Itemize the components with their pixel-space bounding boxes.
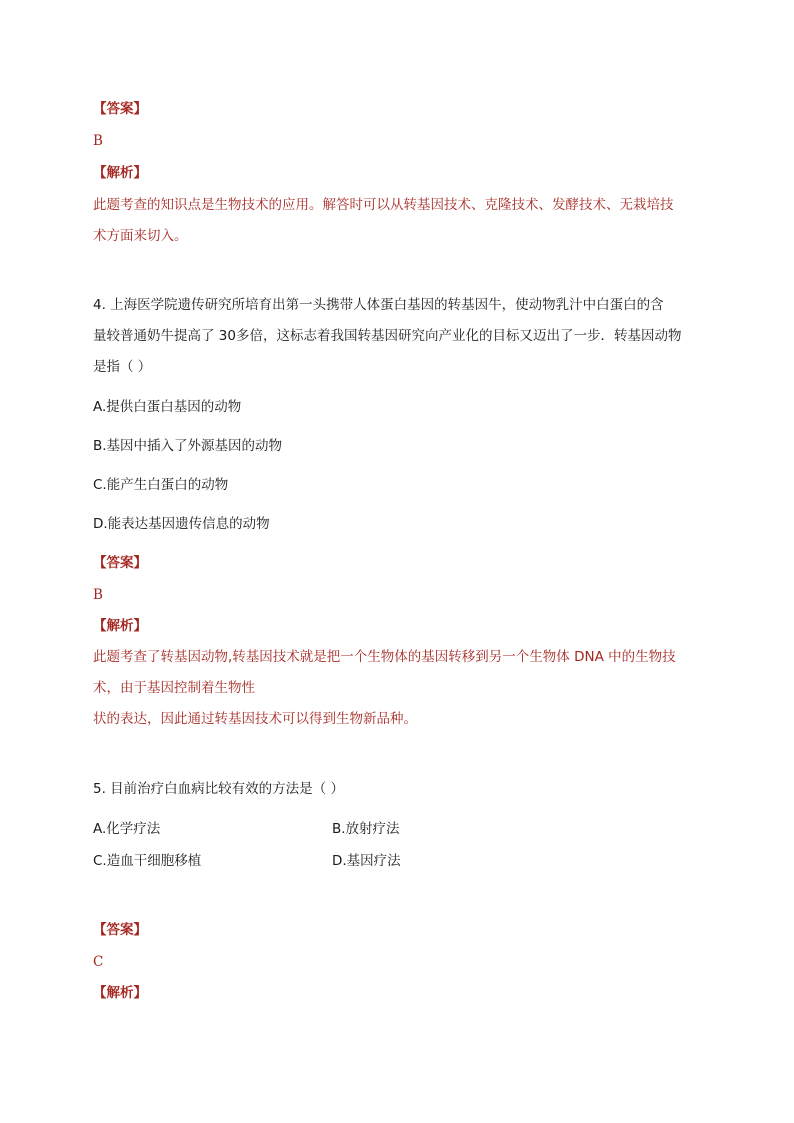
question-5-option-a: A.化学疗法 [93, 821, 161, 837]
answer-value: C [93, 954, 104, 970]
analysis-text-line: 此题考查了转基因动物,转基因技术就是把一个生物体的基因转移到另一个生物体 DNA 中的生物技 [93, 649, 676, 665]
answer-heading: 【答案】 [93, 555, 147, 571]
analysis-heading: 【解析】 [93, 985, 147, 1001]
question-5-option-c: C.造血干细胞移植 [93, 853, 202, 869]
answer-value: B [93, 587, 103, 603]
analysis-text-line: 此题考查的知识点是生物技术的应用。解答时可以从转基因技术、克隆技术、发酵技术、无栽培技 [93, 197, 674, 213]
question-4-option-d: D.能表达基因遗传信息的动物 [93, 516, 270, 532]
question-4-option-a: A.提供白蛋白基因的动物 [93, 399, 242, 415]
question-5-option-d: D.基因疗法 [332, 853, 401, 869]
analysis-text-line: 术，由于基因控制着生物性 [93, 680, 255, 696]
answer-value: B [93, 133, 103, 149]
question-4-stem-line: 量较普通奶牛提高了 30多倍，这标志着我国转基因研究向产业化的目标又迈出了一步．转基因动物 [93, 328, 682, 344]
question-4-option-c: C.能产生白蛋白的动物 [93, 477, 229, 493]
answer-heading: 【答案】 [93, 922, 147, 938]
question-4-option-b: B.基因中插入了外源基因的动物 [93, 438, 283, 454]
analysis-heading: 【解析】 [93, 618, 147, 634]
answer-heading: 【答案】 [93, 101, 147, 117]
analysis-text-line: 状的表达，因此通过转基因技术可以得到生物新品种。 [93, 711, 417, 727]
analysis-text-line: 术方面来切入。 [93, 228, 188, 244]
question-4-stem-line: 4. 上海医学院遗传研究所培育出第一头携带人体蛋白基因的转基因牛，使动物乳汁中白蛋白的含 [93, 297, 664, 313]
question-4-stem-line: 是指（ ） [93, 359, 152, 375]
question-5-stem: 5. 目前治疗白血病比较有效的方法是（ ） [93, 781, 344, 797]
analysis-heading: 【解析】 [93, 165, 147, 181]
question-5-option-b: B.放射疗法 [332, 821, 400, 837]
